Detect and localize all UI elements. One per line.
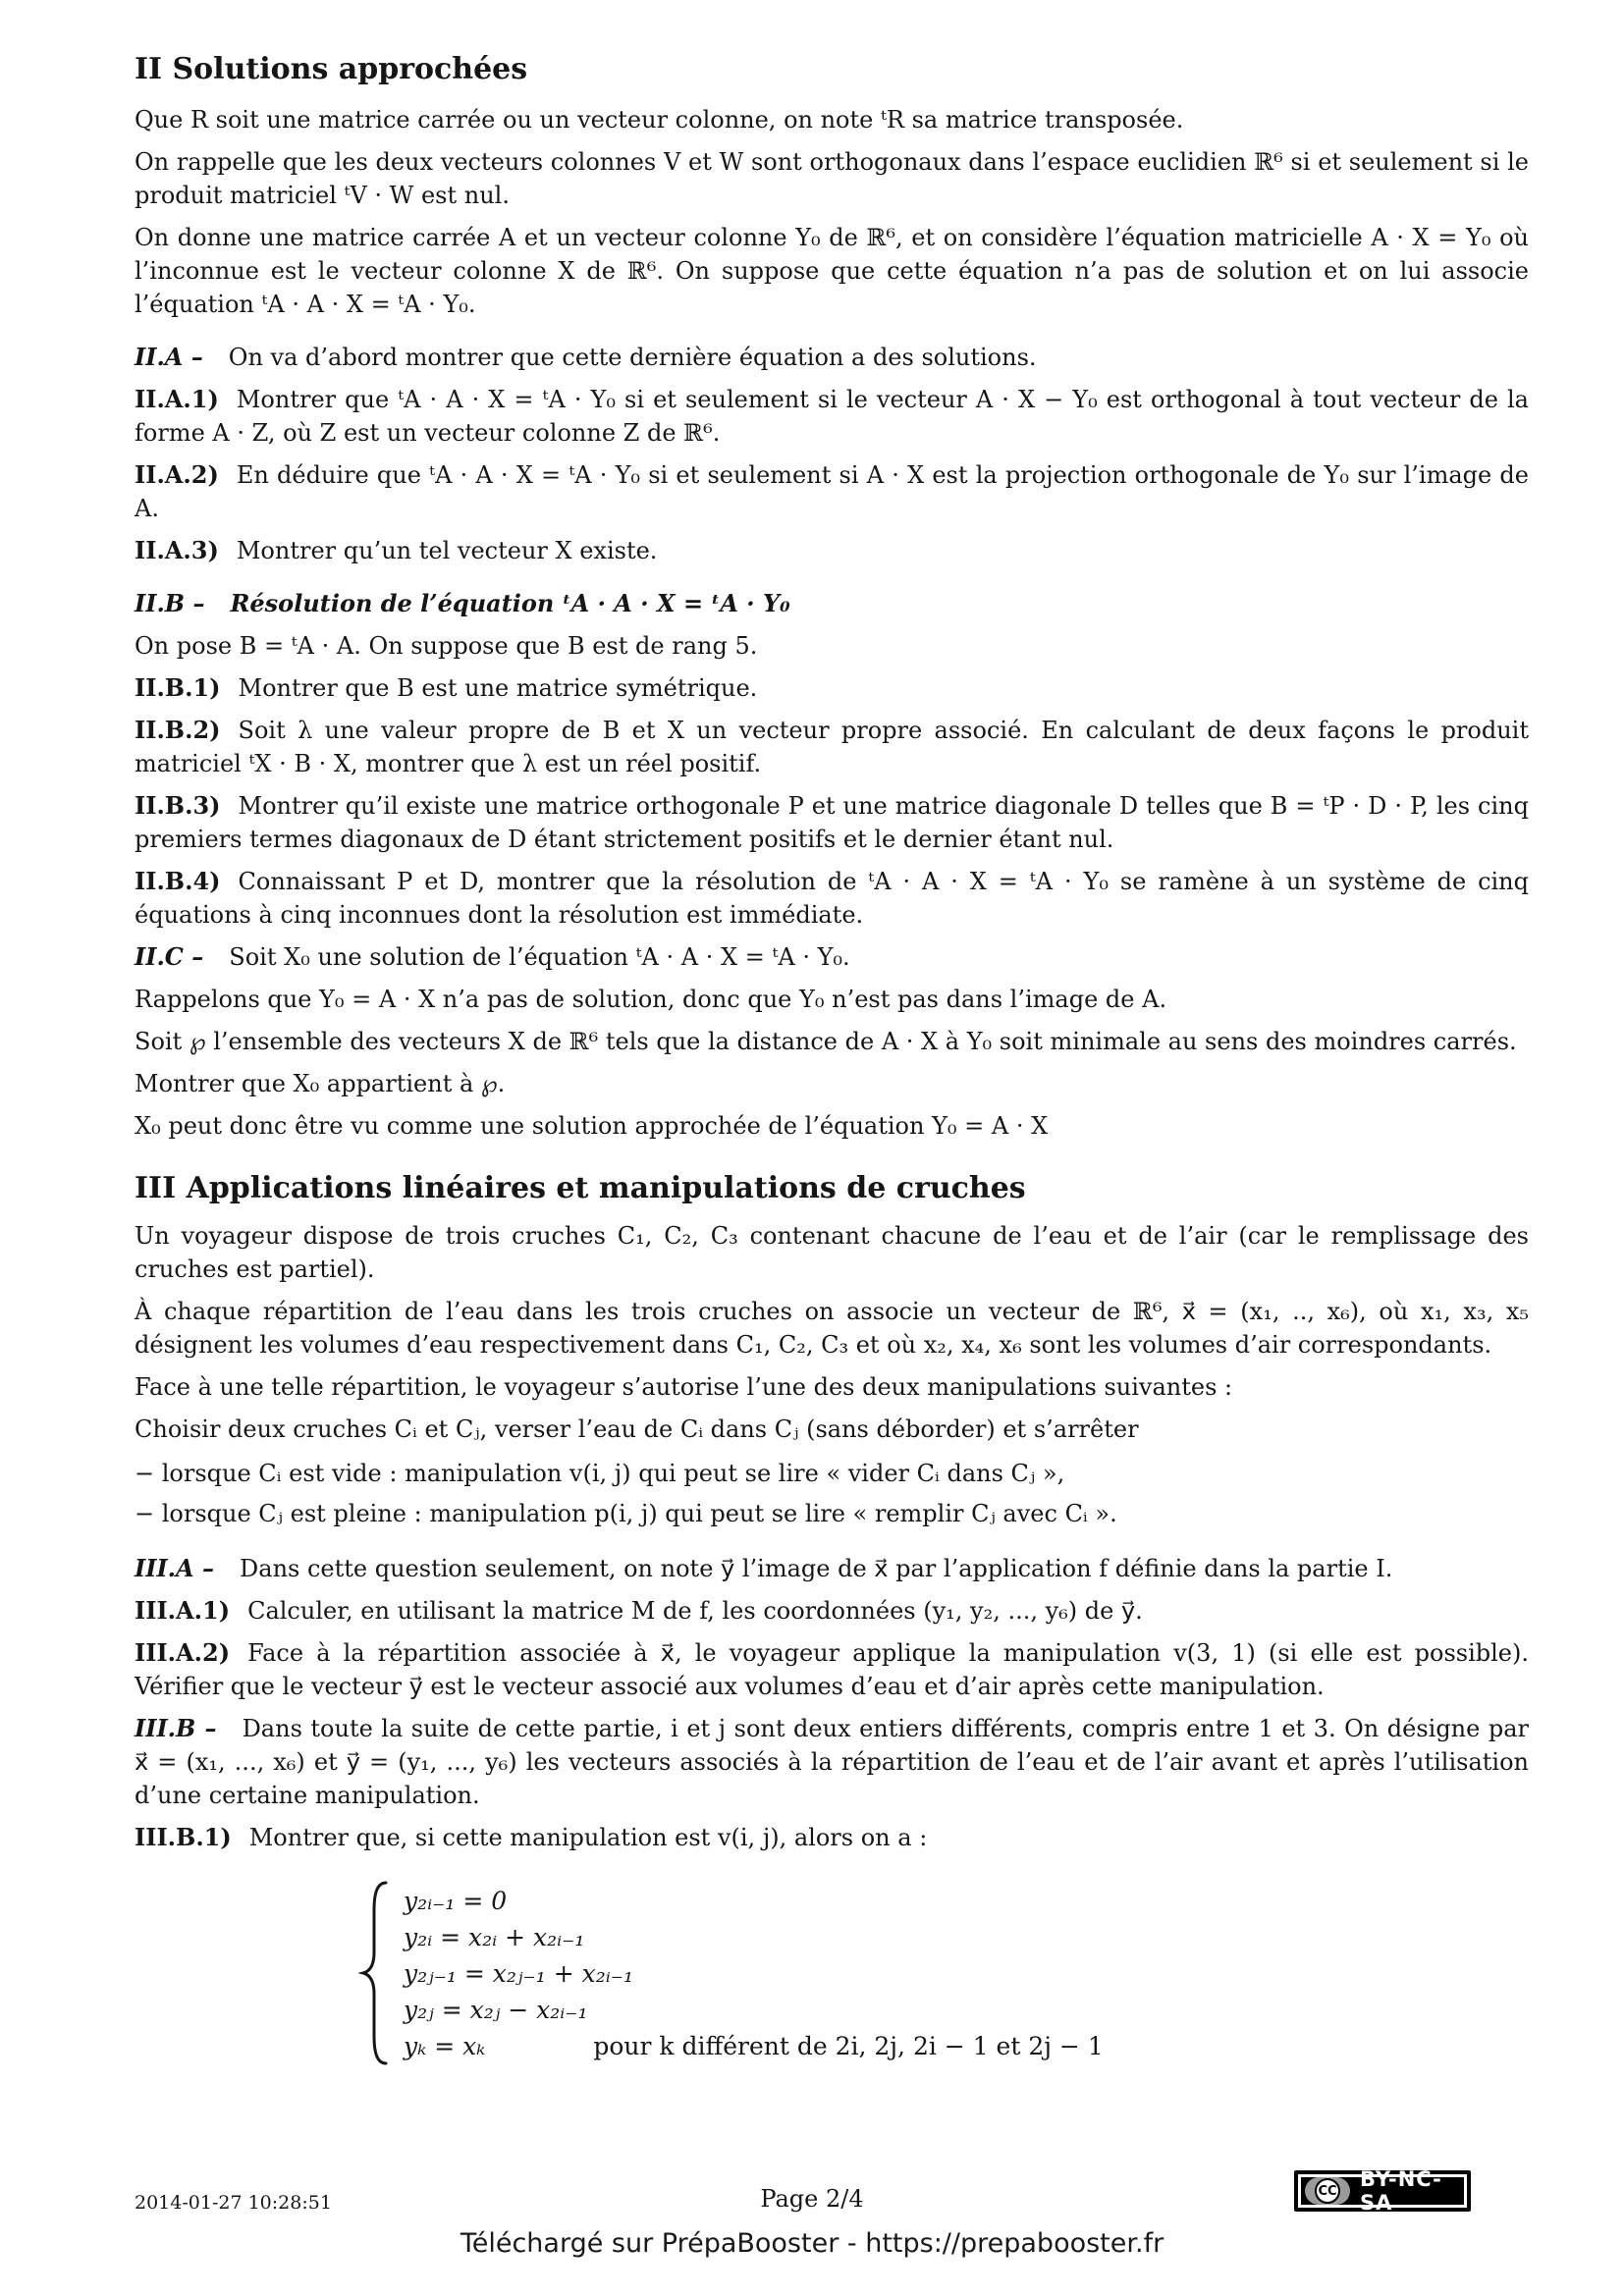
question-II-A-1: II.A.1) Montrer que ᵗA · A · X = ᵗA · Y₀ si et seulement si le vecteur A · X − Y₀ est orthogonal à tout vecteur de la forme A · Z, où Z est un vecteur colonne Z de ℝ⁶. (135, 384, 1529, 447)
paragraph-repartition-vecteur: À chaque répartition de l’eau dans les trois cruches on associe un vecteur de ℝ⁶, x⃗ = (x₁, .., x₆), où x₁, x₃, x₅ désignent les volumes d’eau respectivement dans C₁, C₂, C₃ et où x₂, x₄, x₆ sont les volumes d’air correspondants. (135, 1298, 1529, 1359)
part-II-B-title: Résolution de l’équation ᵗA · A · X = ᵗA · Y₀ (230, 588, 790, 617)
paragraph-equation-setup: On donne une matrice carrée A et un vecteur colonne Y₀ de ℝ⁶, et on considère l’équation matricielle A · X = Y₀ où l’inconnue est le vecteur colonne X de ℝ⁶. On suppose que cette équation n’a pas de solution et on lui associe l’équation ᵗA · A · X = ᵗA · Y₀. (135, 223, 1529, 318)
question-II-B-2: II.B.2) Soit λ une valeur propre de B et X un vecteur propre associé. En calculant de deux façons le produit matriciel ᵗX · B · X, montrer que λ est un réel positif. (135, 715, 1529, 777)
part-II-C-label: II.C – (135, 941, 204, 971)
part-II-A: II.A – On va d’abord montrer que cette dernière équation a des solutions. (135, 342, 1037, 371)
question-II-A-3-label: II.A.3) (135, 535, 219, 564)
footer-timestamp: 2014-01-27 10:28:51 (135, 2192, 332, 2214)
question-III-B-1-label: III.B.1) (135, 1823, 232, 1851)
question-II-B-1: II.B.1) Montrer que B est une matrice symétrique. (135, 672, 758, 702)
question-II-B-3: II.B.3) Montrer qu’il existe une matrice orthogonale P et une matrice diagonale D telles que B = ᵗP · D · P, les cinq premiers termes diagonaux de D étant strictement positifs et le dernier étant nul. (135, 790, 1529, 853)
part-II-C: II.C – Soit X₀ une solution de l’équation ᵗA · A · X = ᵗA · Y₀. (135, 941, 850, 971)
paragraph-rappelons: Rappelons que Y₀ = A · X n’a pas de solution, donc que Y₀ n’est pas dans l’image de A. (135, 985, 1167, 1013)
question-II-B-4: II.B.4) Connaissant P et D, montrer que la résolution de ᵗA · A · X = ᵗA · Y₀ se ramène à un système de cinq équations à cinq inconnues dont la résolution est immédiate. (135, 866, 1529, 929)
download-source-link[interactable]: Téléchargé sur PrépaBooster - https://prepabooster.fr (460, 2228, 1164, 2259)
question-II-B-1-label: II.B.1) (135, 672, 221, 702)
question-II-B-2-label: II.B.2) (135, 715, 221, 744)
question-II-A-2-label: II.A.2) (135, 459, 219, 489)
question-II-B-4-label: II.B.4) (135, 866, 221, 895)
question-II-A-2: II.A.2) En déduire que ᵗA · A · X = ᵗA · Y₀ si et seulement si A · X est la projection orthogonale de Y₀ sur l’image de A. (135, 459, 1529, 522)
question-III-A-1: III.A.1) Calculer, en utilisant la matrice M de f, les coordonnées (y₁, y₂, ..., y₆) de y⃗. (135, 1596, 1143, 1625)
footer-page-number: Page 2/4 (760, 2185, 864, 2213)
question-III-A-2: III.A.2) Face à la répartition associée à x⃗, le voyageur applique la manipulation v(3, 1) (si elle est possible). Vérifier que le vecteur y⃗ est le vecteur associé aux volumes d’eau et d’air après cette manipulation. (135, 1638, 1529, 1700)
paragraph-manipulations: Face à une telle répartition, le voyageur s’autorise l’une des deux manipulations suivantes : (135, 1373, 1233, 1401)
cc-logo-icon: CC (1315, 2178, 1340, 2204)
paragraph-orthogonality: On rappelle que les deux vecteurs colonnes V et W sont orthogonaux dans l’espace euclidien ℝ⁶ si et seulement si le produit matriciel ᵗV · W est nul. (135, 147, 1529, 209)
equation-line-5: yₖ = xₖ pour k différent de 2i, 2j, 2i − 1 et 2j − 1 (404, 2031, 1104, 2060)
left-brace-icon (358, 1880, 390, 2066)
paragraph-solution-approchee: X₀ peut donc être vu comme une solution approchée de l’équation Y₀ = A · X (135, 1111, 1049, 1140)
list-item-remplir: − lorsque Cⱼ est pleine : manipulation p(i, j) qui peut se lire « remplir Cⱼ avec Cᵢ ». (135, 1500, 1117, 1527)
list-item-vider: − lorsque Cᵢ est vide : manipulation v(i, j) qui peut se lire « vider Cᵢ dans Cⱼ », (135, 1460, 1065, 1487)
question-II-A-1-label: II.A.1) (135, 384, 219, 413)
paragraph-ensemble-P: Soit ℘ l’ensemble des vecteurs X de ℝ⁶ tels que la distance de A · X à Y₀ soit minimale au sens des moindres carrés. (135, 1027, 1517, 1055)
part-III-A-label: III.A – (135, 1554, 215, 1582)
cc-license-badge[interactable] (1294, 2167, 1471, 2215)
cc-logo-background (1305, 2177, 1350, 2205)
question-III-A-1-label: III.A.1) (135, 1596, 231, 1625)
paragraph-transpose: Que R soit une matrice carrée ou un vecteur colonne, on note ᵗR sa matrice transposée. (135, 105, 1184, 133)
paragraph-choisir-cruches: Choisir deux cruches Cᵢ et Cⱼ, verser l’eau de Cᵢ dans Cⱼ (sans déborder) et s’arrêter (135, 1415, 1139, 1443)
part-II-B (135, 587, 1529, 620)
section-3-heading: III Applications linéaires et manipulations de cruches (135, 1170, 1026, 1205)
question-II-A-3: II.A.3) Montrer qu’un tel vecteur X existe. (135, 535, 658, 564)
part-II-B-label: II.B – (135, 588, 205, 617)
part-III-A: III.A – Dans cette question seulement, on note y⃗ l’image de x⃗ par l’application f définie dans la partie I. (135, 1554, 1393, 1582)
equation-condition-note: pour k différent de 2i, 2j, 2i − 1 et 2j − 1 (593, 2031, 1104, 2060)
question-III-A-2-label: III.A.2) (135, 1638, 231, 1667)
question-II-B-3-label: II.B.3) (135, 790, 221, 820)
section-2-heading: II Solutions approchées (135, 52, 528, 86)
paragraph-pose-B: On pose B = ᵗA · A. On suppose que B est de rang 5. (135, 631, 758, 660)
question-III-B-1: III.B.1) Montrer que, si cette manipulation est v(i, j), alors on a : (135, 1823, 928, 1851)
equation-line-1: y₂ᵢ₋₁ = 0 (404, 1886, 508, 1915)
equation-lines (404, 1883, 1104, 2064)
cc-license-label: BY-NC-SA (1360, 2167, 1442, 2215)
paragraph-montrer-X0: Montrer que X₀ appartient à ℘. (135, 1069, 506, 1097)
part-III-B: III.B – Dans toute la suite de cette partie, i et j sont deux entiers différents, compris entre 1 et 3. On désigne par x⃗ = (x₁, ..., x₆) et y⃗ = (y₁, ..., y₆) les vecteurs associés à la répartition de l’eau et de l’air avant et après l’utilisation d’une certaine manipulation. (135, 1714, 1529, 1809)
equation-line-3: y₂ⱼ₋₁ = x₂ⱼ₋₁ + x₂ᵢ₋₁ (404, 1958, 633, 1988)
equation-line-2: y₂ᵢ = x₂ᵢ + x₂ᵢ₋₁ (404, 1922, 585, 1951)
equation-system (358, 1880, 1529, 2066)
part-III-B-label: III.B – (135, 1714, 217, 1742)
equation-line-4: y₂ⱼ = x₂ⱼ − x₂ᵢ₋₁ (404, 1995, 588, 2024)
part-II-A-label: II.A – (135, 342, 203, 371)
paragraph-voyageur: Un voyageur dispose de trois cruches C₁, C₂, C₃ contenant chacune de l’eau et de l’air (car le remplissage des cruches est partiel). (135, 1222, 1529, 1283)
page-content (135, 53, 1529, 2066)
